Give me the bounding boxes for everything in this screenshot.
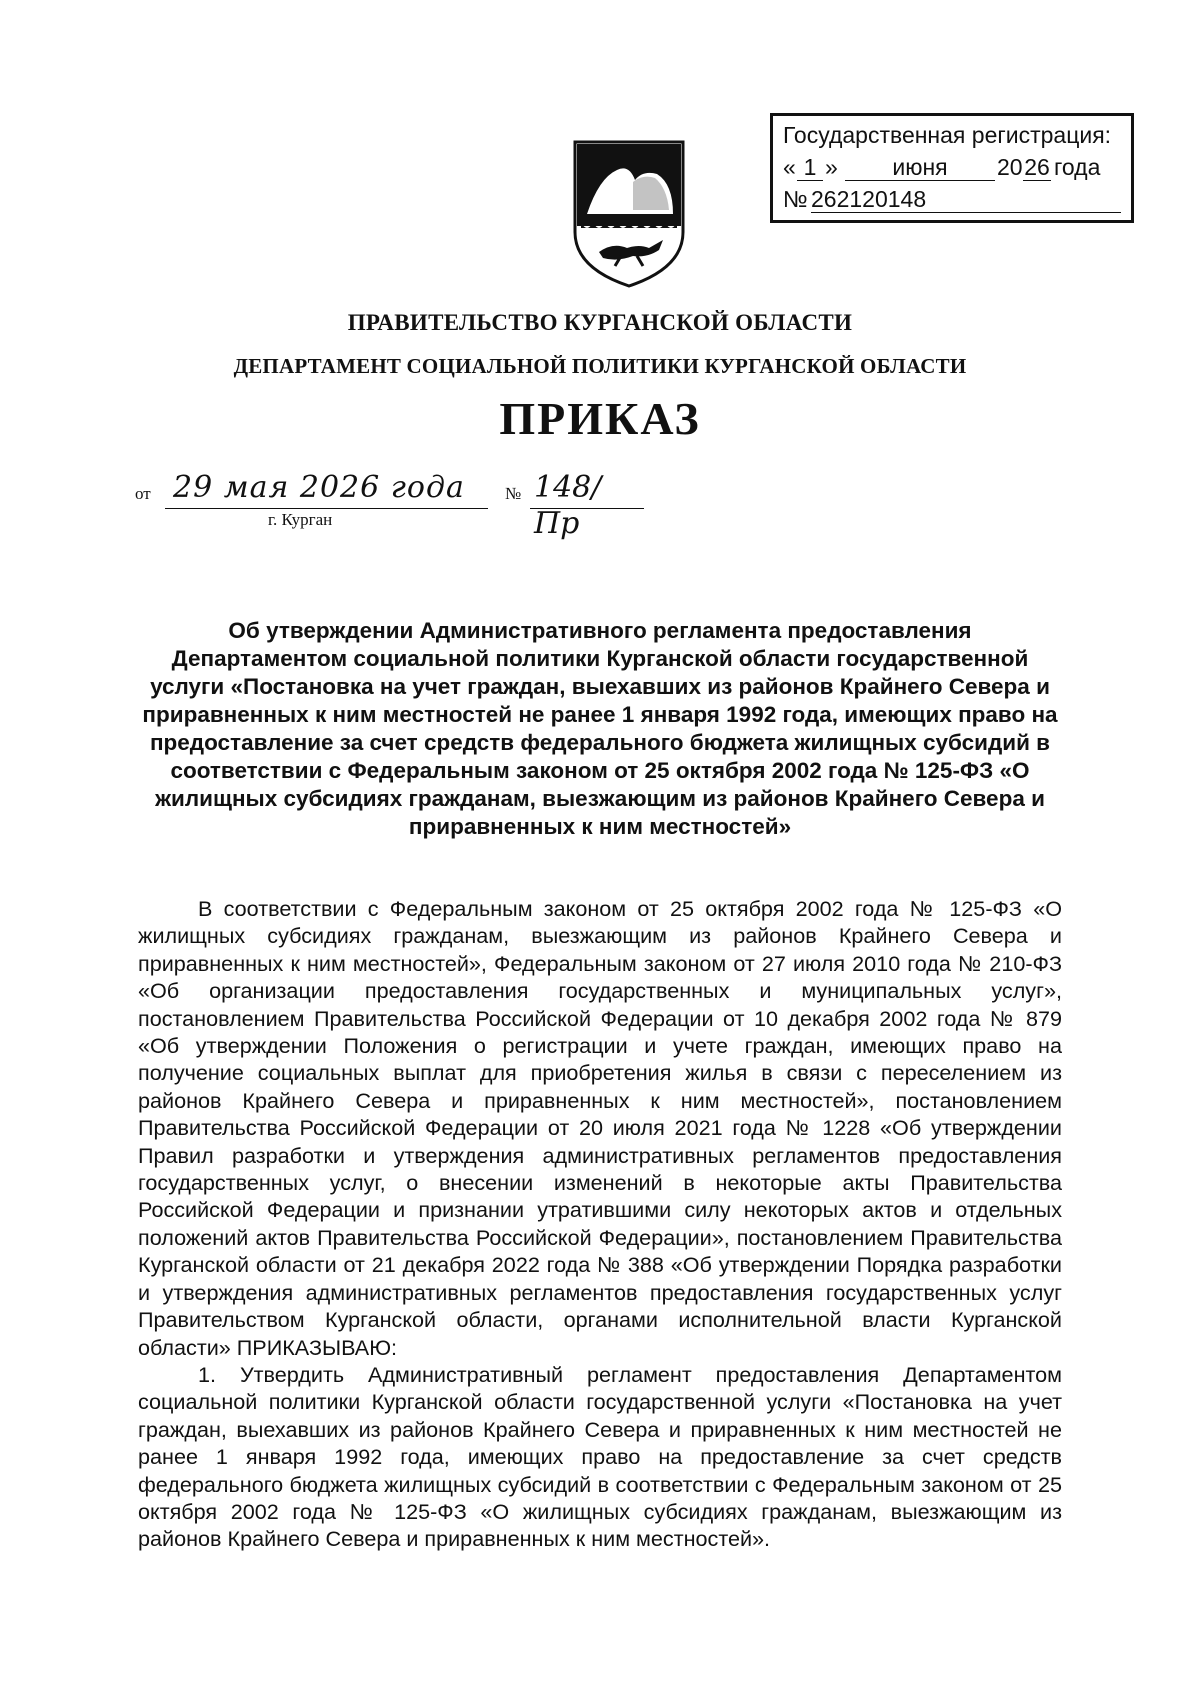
registration-day-close: » [825,154,838,180]
registration-year-word: года [1054,154,1101,180]
order-number-label: № [505,484,522,503]
registration-number: 262120148 [811,184,1121,213]
document-type-title: ПРИКАЗ [499,393,701,444]
order-from-label: от [135,484,151,503]
department-title: ДЕПАРТАМЕНТ СОЦИАЛЬНОЙ ПОЛИТИКИ КУРГАНСКОЙ ОБЛАСТИ [233,354,967,378]
order-number: 148/Пр [530,470,644,509]
order-subject: Об утверждении Административного регламента предоставления Департаментом социальной политики Курганской области государственной услуги «Постановка на учет граждан, выехавших из районов Крайнего Севера и приравненных к ним местностей не ранее 1 января 1992 года, имеющих право на предоставление за счет средств федерального бюджета жилищных субсидий в соответствии с Федеральным законом от 25 октября 2002 года № 125-ФЗ «О жилищных субсидиях гражданам, выезжающим из районов Крайнего Севера и приравненных к ним местностей» [142,618,1058,839]
order-body [138,895,1062,1553]
body-paragraph-item-1: 1. Утвердить Административный регламент предоставления Департаментом социальной политики Курганской области государственной услуги «Постановка на учет граждан, выехавших из районов Крайнего Севера и приравненных к ним местностей не ранее 1 января 1992 года, имеющих право на предоставление за счет средств федерального бюджета жилищных субсидий в соответствии с Федеральным законом от 25 октября 2002 года № 125-ФЗ «О жилищных субсидиях гражданам, выезжающим из районов Крайнего Севера и приравненных к ним местностей». [138,1361,1062,1552]
registration-number-label: № [783,186,808,212]
registration-day: 1 [797,152,823,181]
registration-date-line [783,152,1121,184]
kurgan-coat-of-arms-icon [573,140,685,288]
order-date: 29 мая 2026 года [165,470,488,509]
body-paragraph-preamble: В соответствии с Федеральным законом от 25 октября 2002 года № 125-ФЗ «О жилищных субсидиях гражданам, выезжающим из районов Крайнего Севера и приравненных к ним местностей», Федеральным законом от 27 июля 2010 года № 210-ФЗ «Об организации предоставления государственных и муниципальных услуг», постановлением Правительства Российской Федерации от 10 декабря 2002 года № 879 «Об утверждении Положения о регистрации и учете граждан, имеющих право на получение социальных выплат для приобретения жилья в связи с переселением из районов Крайнего Севера и приравненных к ним местностей», постановлением Правительства Российской Федерации от 20 июля 2021 года № 1228 «Об утверждении Правил разработки и утверждения административных регламентов предоставления государственных услуг, о внесении изменений в некоторые акты Правительства Российской Федерации и признании утратившими силу некоторых актов и отдельных положений актов Правительства Российской Федерации», постановлением Правительства Курганской области от 21 декабря 2022 года № 388 «Об утверждении Порядка разработки и утверждения административных регламентов предоставления государственных услуг Правительством Курганской области, органами исполнительной власти Курганской области» ПРИКАЗЫВАЮ: [138,896,1062,1360]
registration-year-prefix: 20 [997,154,1023,180]
registration-month: июня [845,152,995,181]
order-city: г. Курган [268,510,333,529]
registration-day-open: « [783,154,796,180]
government-title: ПРАВИТЕЛЬСТВО КУРГАНСКОЙ ОБЛАСТИ [347,310,853,335]
registration-title: Государственная регистрация: [783,122,1112,148]
registration-number-line [783,184,1121,216]
order-date-line [135,470,655,541]
registration-year-suffix: 26 [1024,154,1050,180]
registration-stamp [770,113,1134,223]
